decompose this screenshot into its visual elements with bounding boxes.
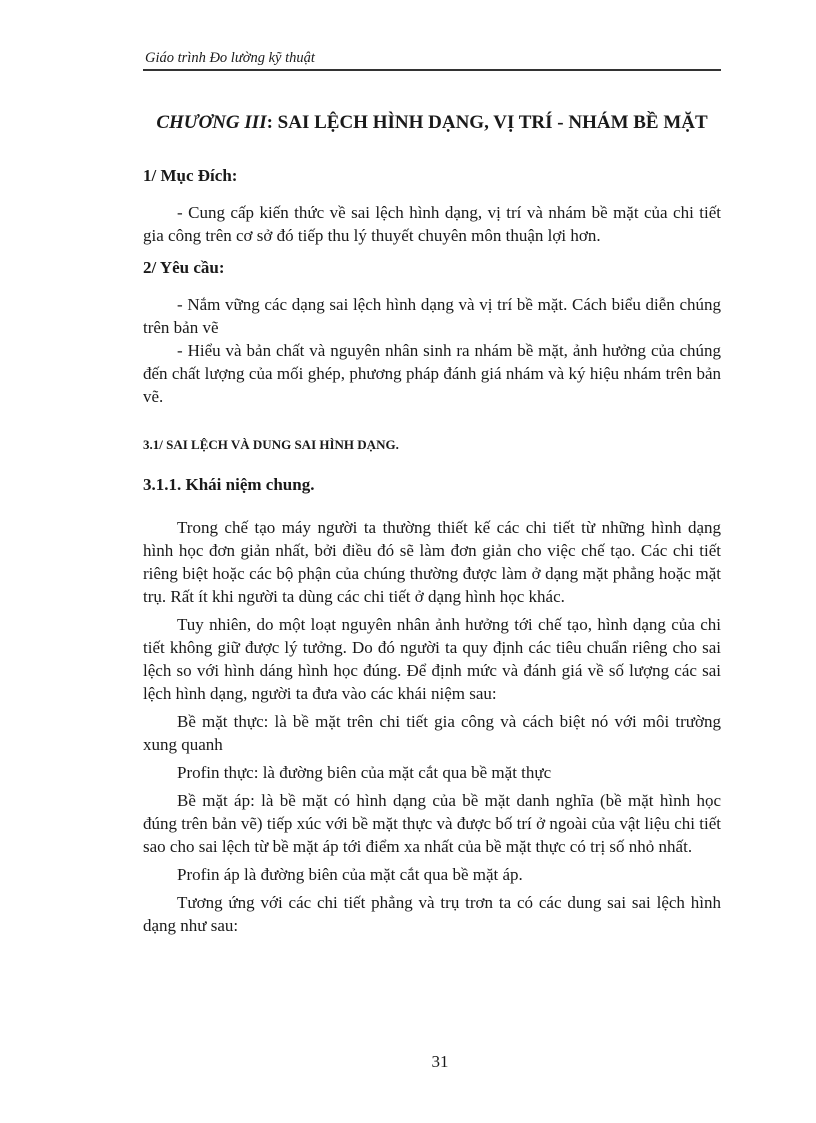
running-header: Giáo trình Đo lường kỹ thuật <box>143 48 721 71</box>
requirements-paragraph: - Hiểu và bản chất và nguyên nhân sinh ra nhám bề mặt, ảnh hưởng của chúng đến chất lượng của mối ghép, phương pháp đánh giá nhám và ký hiệu nhám trên bản vẽ. <box>143 341 721 406</box>
body-paragraph: Tương ứng với các chi tiết phẳng và trụ trơn ta có các dung sai sai lệch hình dạng như sau: <box>143 893 721 935</box>
page-number: 31 <box>431 1052 449 1071</box>
definition-real-surface: Bề mặt thực: là bề mặt trên chi tiết gia công và cách biệt nó với môi trường xung quanh <box>143 712 721 754</box>
chapter-number: CHƯƠNG III <box>156 112 267 133</box>
purpose-heading: 1/ Mục Đích: <box>143 166 238 185</box>
definition-adjacent-surface: Bề mặt áp: là bề mặt có hình dạng của bề mặt danh nghĩa (bề mặt hình học đúng trên bản vẽ) tiếp xúc với bề mặt thực và được bố trí ở ngoài của vật liệu chi tiết sao cho sai lệch từ bề mặt áp tới điểm xa nhất của bề mặt thực có trị số nhỏ nhất. <box>143 791 721 856</box>
requirements-paragraph: - Nắm vững các dạng sai lệch hình dạng và vị trí bề mặt. Cách biểu diễn chúng trên bản vẽ <box>143 295 721 337</box>
chapter-title-text: SAI LỆCH HÌNH DẠNG, VỊ TRÍ - NHÁM BỀ MẶT <box>277 112 708 133</box>
page <box>143 48 721 937</box>
section-heading: 3.1/ SAI LỆCH VÀ DUNG SAI HÌNH DẠNG. <box>143 437 399 452</box>
chapter-title <box>143 111 721 135</box>
purpose-paragraph: - Cung cấp kiến thức về sai lệch hình dạng, vị trí và nhám bề mặt của chi tiết gia công trên cơ sở đó tiếp thu lý thuyết chuyên môn thuận lợi hơn. <box>143 203 721 245</box>
subsection-heading: 3.1.1. Khái niệm chung. <box>143 475 315 494</box>
requirements-heading: 2/ Yêu cầu: <box>143 258 225 277</box>
chapter-separator: : <box>266 112 278 133</box>
body-paragraph: Tuy nhiên, do một loạt nguyên nhân ảnh hưởng tới chế tạo, hình dạng của chi tiết không giữ được lý tưởng. Do đó người ta quy định các tiêu chuẩn riêng cho sai lệch so với hình dáng hình học đúng. Để định mức và đánh giá về số lượng các sai lệch hình dạng, người ta đưa vào các khái niệm sau: <box>143 615 721 703</box>
definition-adjacent-profile: Profin áp là đường biên của mặt cắt qua bề mặt áp. <box>177 865 523 884</box>
definition-real-profile: Profin thực: là đường biên của mặt cắt qua bề mặt thực <box>177 763 552 782</box>
body-paragraph: Trong chế tạo máy người ta thường thiết kế các chi tiết từ những hình dạng hình học đơn giản nhất, bởi điều đó sẽ làm đơn giản cho việc chế tạo. Các chi tiết riêng biệt hoặc các bộ phận của chúng thường được làm ở dạng mặt phẳng hoặc mặt trụ. Rất ít khi người ta dùng các chi tiết ở dạng hình học khác. <box>143 518 721 606</box>
